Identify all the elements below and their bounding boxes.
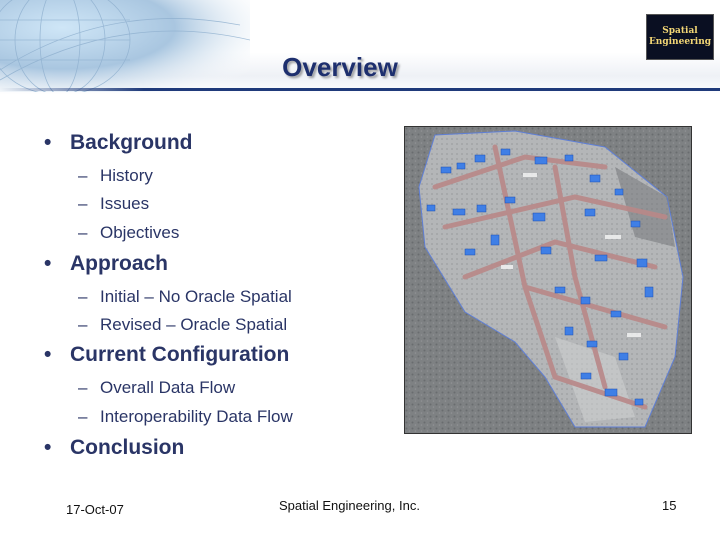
aerial-site-map-image [404, 126, 692, 434]
bullet-background [44, 131, 193, 155]
subbullet-dash: – [78, 378, 88, 397]
footer-company: Spatial Engineering, Inc. [279, 498, 420, 513]
footer-date: 17-Oct-07 [66, 502, 124, 517]
subbullet-label: Issues [100, 194, 150, 213]
subbullet-dash: – [78, 166, 88, 185]
logo-line-2: Engineering [648, 37, 712, 47]
bullet-conclusion [44, 436, 184, 460]
subbullet-overall-data-flow [78, 378, 235, 398]
subbullet-history [78, 166, 153, 186]
bullet-label: Current Configuration [70, 343, 290, 366]
subbullet-dash: – [78, 223, 88, 242]
bullet-approach [44, 252, 168, 276]
subbullet-dash: – [78, 407, 88, 426]
bullet-label: Conclusion [70, 436, 185, 459]
footer-page-number: 15 [662, 498, 677, 513]
bullet-label: Background [70, 131, 193, 154]
company-logo [646, 14, 714, 60]
subbullet-label: Objectives [100, 223, 180, 242]
globe-graphic [0, 0, 250, 92]
subbullet-dash: – [78, 287, 88, 306]
bullet-dot: • [44, 343, 52, 366]
subbullet-label: Revised – Oracle Spatial [100, 315, 288, 334]
subbullet-label: Initial – No Oracle Spatial [100, 287, 292, 306]
subbullet-revised [78, 315, 287, 335]
bullet-dot: • [44, 131, 52, 154]
subbullet-objectives [78, 223, 179, 243]
bullet-current-configuration [44, 343, 289, 367]
subbullet-label: History [100, 166, 153, 185]
slide-title: Overview [282, 52, 398, 82]
subbullet-dash: – [78, 315, 88, 334]
bullet-label: Approach [70, 252, 169, 275]
subbullet-label: Interoperability Data Flow [100, 407, 293, 426]
subbullet-dash: – [78, 194, 88, 213]
bullet-dot: • [44, 252, 52, 275]
subbullet-issues [78, 194, 149, 214]
subbullet-label: Overall Data Flow [100, 378, 236, 397]
logo-line-1: Spatial [662, 26, 698, 36]
bullet-dot: • [44, 436, 52, 459]
title-rule [0, 88, 720, 91]
subbullet-initial [78, 287, 292, 307]
subbullet-interoperability [78, 407, 293, 427]
